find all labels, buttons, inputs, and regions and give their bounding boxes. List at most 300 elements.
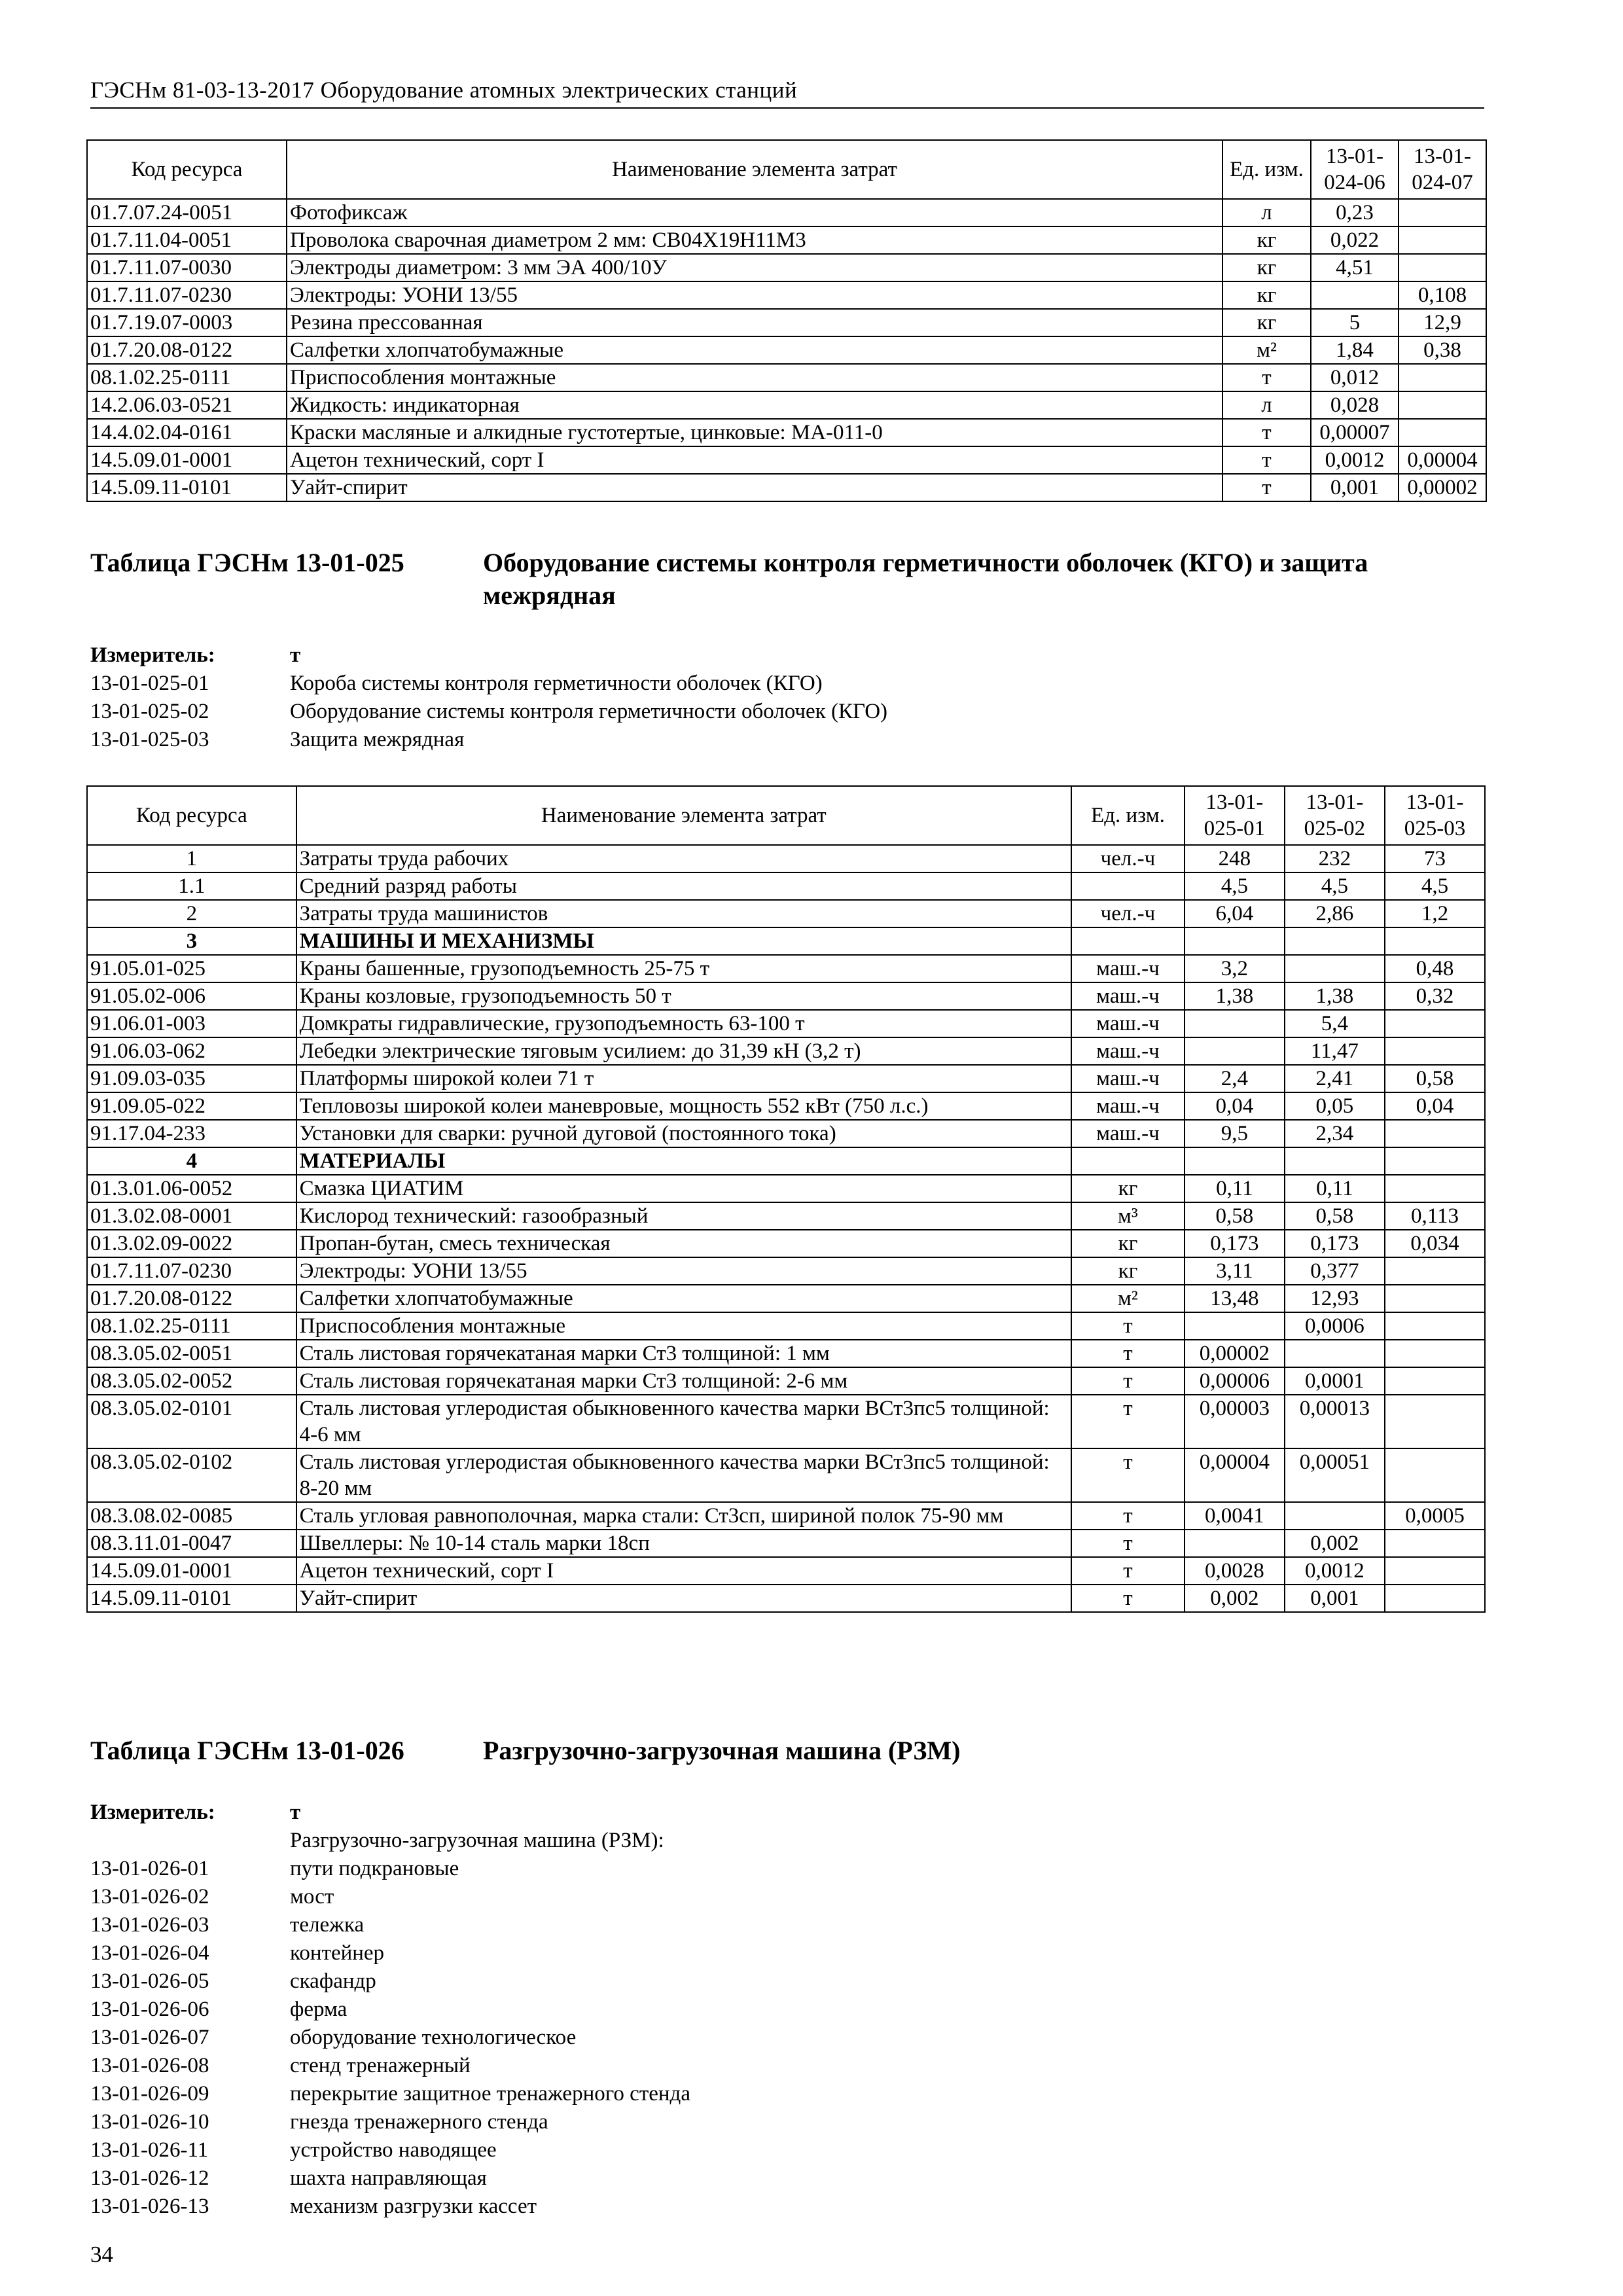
- column-header: 13-01- 024-07: [1399, 140, 1486, 199]
- unit-cell: кг: [1071, 1175, 1185, 1202]
- value-cell: [1385, 1120, 1485, 1147]
- unit-cell: кг: [1222, 226, 1311, 254]
- value-cell: [1399, 391, 1486, 419]
- resource-code-cell: 14.4.02.04-0161: [87, 419, 287, 446]
- resource-code-cell: 1.1: [87, 872, 296, 900]
- cost-element-cell: Краны козловые, грузоподъемность 50 т: [296, 982, 1071, 1010]
- value-cell: 1,38: [1185, 982, 1285, 1010]
- resource-code-cell: 14.5.09.01-0001: [87, 1557, 296, 1585]
- column-header: Ед. изм.: [1222, 140, 1311, 199]
- unit-cell: т: [1071, 1502, 1185, 1530]
- resource-code-cell: 1: [87, 845, 296, 872]
- work-description: гнезда тренажерного стенда: [290, 2110, 548, 2134]
- column-header: 13-01- 025-02: [1285, 786, 1385, 845]
- table-row: [87, 1202, 1485, 1230]
- value-cell: [1385, 1530, 1485, 1557]
- value-cell: 0,58: [1385, 1065, 1485, 1092]
- value-cell: 0,38: [1399, 336, 1486, 364]
- value-cell: 2,41: [1285, 1065, 1385, 1092]
- work-description: устройство наводящее: [290, 2138, 497, 2162]
- value-cell: 0,00013: [1285, 1395, 1385, 1448]
- value-cell: [1385, 1010, 1485, 1037]
- value-cell: 0,012: [1311, 364, 1399, 391]
- value-cell: 13,48: [1185, 1285, 1285, 1312]
- value-cell: 0,0001: [1285, 1367, 1385, 1395]
- table-row: [87, 1092, 1485, 1120]
- unit-cell: чел.-ч: [1071, 900, 1185, 927]
- value-cell: 0,04: [1185, 1092, 1285, 1120]
- cost-element-cell: Краны башенные, грузоподъемность 25-75 т: [296, 955, 1071, 982]
- unit-cell: л: [1222, 391, 1311, 419]
- table-row: [87, 419, 1486, 446]
- value-cell: 0,58: [1285, 1202, 1385, 1230]
- unit-cell: маш.-ч: [1071, 982, 1185, 1010]
- value-cell: 11,47: [1285, 1037, 1385, 1065]
- value-cell: 4,51: [1311, 254, 1399, 281]
- resource-code-cell: 91.05.02-006: [87, 982, 296, 1010]
- resource-code-cell: 08.3.05.02-0052: [87, 1367, 296, 1395]
- cost-element-cell: Салфетки хлопчатобумажные: [287, 336, 1222, 364]
- cost-element-cell: Сталь листовая горячекатаная марки Ст3 толщиной: 2-6 мм: [296, 1367, 1071, 1395]
- work-code: 13-01-026-07: [90, 2026, 209, 2049]
- value-cell: [1285, 1340, 1385, 1367]
- value-cell: [1399, 254, 1486, 281]
- value-cell: [1385, 1448, 1485, 1502]
- resource-code-cell: 2: [87, 900, 296, 927]
- unit-cell: т: [1222, 419, 1311, 446]
- resource-code-cell: 14.5.09.11-0101: [87, 1585, 296, 1612]
- value-cell: [1385, 1037, 1485, 1065]
- value-cell: 0,00007: [1311, 419, 1399, 446]
- table-row: [87, 309, 1486, 336]
- cost-element-cell: Установки для сварки: ручной дуговой (постоянного тока): [296, 1120, 1071, 1147]
- cost-element-cell: Электроды диаметром: 3 мм ЭА 400/10У: [287, 254, 1222, 281]
- value-cell: [1385, 1585, 1485, 1612]
- cost-element-cell: Пропан-бутан, смесь техническая: [296, 1230, 1071, 1257]
- measurer-label: Измеритель:: [90, 643, 215, 667]
- table-row: [87, 872, 1485, 900]
- table-row: [87, 1285, 1485, 1312]
- value-cell: 0,00006: [1185, 1367, 1285, 1395]
- cost-element-cell: МАТЕРИАЛЫ: [296, 1147, 1071, 1175]
- resource-code-cell: 3: [87, 927, 296, 955]
- table-row: [87, 254, 1486, 281]
- value-cell: [1399, 226, 1486, 254]
- value-cell: [1385, 1175, 1485, 1202]
- unit-cell: т: [1222, 446, 1311, 474]
- unit-cell: маш.-ч: [1071, 1120, 1185, 1147]
- unit-cell: кг: [1222, 254, 1311, 281]
- work-code: 13-01-026-06: [90, 1998, 209, 2021]
- table-row: [87, 900, 1485, 927]
- work-description: мост: [290, 1885, 334, 1909]
- unit-cell: т: [1222, 364, 1311, 391]
- value-cell: 0,00003: [1185, 1395, 1285, 1448]
- work-code: 13-01-025-02: [90, 700, 209, 723]
- unit-cell: кг: [1222, 281, 1311, 309]
- cost-element-cell: Сталь угловая равнополочная, марка стали: Ст3сп, шириной полок 75-90 мм: [296, 1502, 1071, 1530]
- value-cell: 0,0005: [1385, 1502, 1485, 1530]
- value-cell: [1185, 1147, 1285, 1175]
- table-row: [87, 1175, 1485, 1202]
- cost-element-cell: Проволока сварочная диаметром 2 мм: СВ04Х19Н11М3: [287, 226, 1222, 254]
- table-row: [87, 1395, 1485, 1448]
- work-description: оборудование технологическое: [290, 2026, 577, 2049]
- value-cell: 0,11: [1285, 1175, 1385, 1202]
- resource-code-cell: 01.7.11.07-0230: [87, 281, 287, 309]
- unit-cell: т: [1071, 1530, 1185, 1557]
- work-code: 13-01-026-04: [90, 1941, 209, 1965]
- table-row: [87, 845, 1485, 872]
- cost-element-cell: Электроды: УОНИ 13/55: [296, 1257, 1071, 1285]
- unit-cell: т: [1071, 1367, 1185, 1395]
- table-row: [87, 1530, 1485, 1557]
- value-cell: [1385, 1257, 1485, 1285]
- value-cell: 5: [1311, 309, 1399, 336]
- value-cell: 4,5: [1385, 872, 1485, 900]
- work-description: тележка: [290, 1913, 365, 1937]
- value-cell: [1185, 1530, 1285, 1557]
- column-header: Наименование элемента затрат: [296, 786, 1071, 845]
- value-cell: 0,0012: [1285, 1557, 1385, 1585]
- value-cell: 0,0006: [1285, 1312, 1385, 1340]
- work-code: 13-01-026-05: [90, 1969, 209, 1993]
- table-row: [87, 1257, 1485, 1285]
- resource-code-cell: 01.7.11.07-0230: [87, 1257, 296, 1285]
- resource-code-cell: 91.06.01-003: [87, 1010, 296, 1037]
- value-cell: 6,04: [1185, 900, 1285, 927]
- value-cell: [1185, 1010, 1285, 1037]
- table-row: [87, 474, 1486, 501]
- cost-element-cell: Резина прессованная: [287, 309, 1222, 336]
- unit-cell: т: [1071, 1585, 1185, 1612]
- resource-code-cell: 91.09.03-035: [87, 1065, 296, 1092]
- value-cell: [1285, 1147, 1385, 1175]
- resource-code-cell: 14.5.09.11-0101: [87, 474, 287, 501]
- value-cell: 4,5: [1285, 872, 1385, 900]
- resource-code-cell: 01.7.20.08-0122: [87, 1285, 296, 1312]
- work-description: Разгрузочно-загрузочная машина (РЗМ):: [290, 1829, 664, 1852]
- table-row: [87, 1502, 1485, 1530]
- table-row: [87, 927, 1485, 955]
- value-cell: 0,034: [1385, 1230, 1485, 1257]
- value-cell: [1285, 927, 1385, 955]
- resource-code-cell: 14.5.09.01-0001: [87, 446, 287, 474]
- table-row: [87, 391, 1486, 419]
- unit-cell: маш.-ч: [1071, 955, 1185, 982]
- resource-code-cell: 01.3.01.06-0052: [87, 1175, 296, 1202]
- cost-element-cell: Платформы широкой колеи 71 т: [296, 1065, 1071, 1092]
- value-cell: [1185, 927, 1285, 955]
- work-code: 13-01-026-12: [90, 2166, 209, 2190]
- cost-element-cell: Затраты труда рабочих: [296, 845, 1071, 872]
- resource-code-cell: 4: [87, 1147, 296, 1175]
- resource-code-cell: 08.3.08.02-0085: [87, 1502, 296, 1530]
- table-number: Таблица ГЭСНм 13-01-026: [90, 1736, 404, 1765]
- resource-code-cell: 01.7.20.08-0122: [87, 336, 287, 364]
- table-header-row: [87, 786, 1485, 845]
- measurer-unit: т: [290, 1801, 301, 1824]
- work-description: Короба системы контроля герметичности оболочек (КГО): [290, 672, 823, 695]
- table-row: [87, 446, 1486, 474]
- work-description: перекрытие защитное тренажерного стенда: [290, 2082, 690, 2106]
- table-header-row: [87, 140, 1486, 199]
- table-row: [87, 1312, 1485, 1340]
- running-header: ГЭСНм 81-03-13-2017 Оборудование атомных электрических станций: [90, 77, 1484, 109]
- table-row: [87, 199, 1486, 226]
- work-code: 13-01-026-02: [90, 1885, 209, 1909]
- value-cell: 0,23: [1311, 199, 1399, 226]
- work-description: пути подкрановые: [290, 1857, 459, 1880]
- work-description: стенд тренажерный: [290, 2054, 471, 2077]
- unit-cell: м²: [1071, 1285, 1185, 1312]
- table-row: [87, 336, 1486, 364]
- resource-code-cell: 08.3.05.02-0102: [87, 1448, 296, 1502]
- value-cell: 3,11: [1185, 1257, 1285, 1285]
- value-cell: [1399, 419, 1486, 446]
- cost-element-cell: Ацетон технический, сорт I: [296, 1557, 1071, 1585]
- column-header: Наименование элемента затрат: [287, 140, 1222, 199]
- value-cell: 0,002: [1185, 1585, 1285, 1612]
- unit-cell: маш.-ч: [1071, 1092, 1185, 1120]
- column-header: 13-01- 025-03: [1385, 786, 1485, 845]
- table-row: [87, 1010, 1485, 1037]
- value-cell: 0,028: [1311, 391, 1399, 419]
- value-cell: 2,34: [1285, 1120, 1385, 1147]
- unit-cell: [1071, 1147, 1185, 1175]
- value-cell: 73: [1385, 845, 1485, 872]
- resource-code-cell: 91.06.03-062: [87, 1037, 296, 1065]
- column-header: Код ресурса: [87, 140, 287, 199]
- resource-code-cell: 08.1.02.25-0111: [87, 1312, 296, 1340]
- unit-cell: т: [1071, 1557, 1185, 1585]
- table-row: [87, 1448, 1485, 1502]
- value-cell: 0,001: [1285, 1585, 1385, 1612]
- unit-cell: кг: [1071, 1257, 1185, 1285]
- column-header: Ед. изм.: [1071, 786, 1185, 845]
- value-cell: 3,2: [1185, 955, 1285, 982]
- cost-element-cell: Кислород технический: газообразный: [296, 1202, 1071, 1230]
- value-cell: 0,00002: [1185, 1340, 1285, 1367]
- table-row: [87, 1230, 1485, 1257]
- value-cell: [1385, 1285, 1485, 1312]
- cost-element-cell: МАШИНЫ И МЕХАНИЗМЫ: [296, 927, 1071, 955]
- unit-cell: т: [1071, 1312, 1185, 1340]
- value-cell: [1185, 1037, 1285, 1065]
- cost-element-cell: Лебедки электрические тяговым усилием: до 31,39 кН (3,2 т): [296, 1037, 1071, 1065]
- value-cell: 0,00002: [1399, 474, 1486, 501]
- cost-element-cell: Сталь листовая горячекатаная марки Ст3 толщиной: 1 мм: [296, 1340, 1071, 1367]
- value-cell: [1385, 1312, 1485, 1340]
- value-cell: [1385, 1557, 1485, 1585]
- cost-element-cell: Приспособления монтажные: [287, 364, 1222, 391]
- table-row: [87, 281, 1486, 309]
- table-row: [87, 1037, 1485, 1065]
- cost-element-cell: Ацетон технический, сорт I: [287, 446, 1222, 474]
- value-cell: [1311, 281, 1399, 309]
- cost-element-cell: Швеллеры: № 10-14 сталь марки 18сп: [296, 1530, 1071, 1557]
- resource-code-cell: 14.2.06.03-0521: [87, 391, 287, 419]
- measurer-label: Измеритель:: [90, 1801, 215, 1824]
- resource-code-cell: 08.3.11.01-0047: [87, 1530, 296, 1557]
- value-cell: 0,48: [1385, 955, 1485, 982]
- value-cell: [1385, 1395, 1485, 1448]
- work-code: 13-01-026-01: [90, 1857, 209, 1880]
- work-code: 13-01-025-01: [90, 672, 209, 695]
- resource-code-cell: 91.17.04-233: [87, 1120, 296, 1147]
- work-description: шахта направляющая: [290, 2166, 487, 2190]
- value-cell: [1385, 927, 1485, 955]
- table-name: Оборудование системы контроля герметичности оболочек (КГО) и защита межрядная: [483, 548, 1368, 610]
- unit-cell: маш.-ч: [1071, 1010, 1185, 1037]
- value-cell: 1,84: [1311, 336, 1399, 364]
- unit-cell: маш.-ч: [1071, 1065, 1185, 1092]
- cost-element-cell: Сталь листовая углеродистая обыкновенного качества марки ВСт3пс5 толщиной: 4-6 мм: [296, 1395, 1071, 1448]
- column-header: Код ресурса: [87, 786, 296, 845]
- resource-code-cell: 01.3.02.08-0001: [87, 1202, 296, 1230]
- value-cell: [1185, 1312, 1285, 1340]
- table-row: [87, 1340, 1485, 1367]
- table-row: [87, 1065, 1485, 1092]
- work-description: Оборудование системы контроля герметичности оболочек (КГО): [290, 700, 888, 723]
- table-row: [87, 1585, 1485, 1612]
- table-row: [87, 1367, 1485, 1395]
- work-description: контейнер: [290, 1941, 385, 1965]
- table-row: [87, 1147, 1485, 1175]
- table-row: [87, 1120, 1485, 1147]
- work-code: 13-01-026-08: [90, 2054, 209, 2077]
- resource-code-cell: 08.3.05.02-0101: [87, 1395, 296, 1448]
- work-code: 13-01-026-09: [90, 2082, 209, 2106]
- work-code: 13-01-025-03: [90, 728, 209, 751]
- value-cell: 1,2: [1385, 900, 1485, 927]
- value-cell: 0,00004: [1399, 446, 1486, 474]
- unit-cell: т: [1071, 1395, 1185, 1448]
- value-cell: 0,001: [1311, 474, 1399, 501]
- value-cell: 0,00004: [1185, 1448, 1285, 1502]
- resource-code-cell: 08.3.05.02-0051: [87, 1340, 296, 1367]
- unit-cell: л: [1222, 199, 1311, 226]
- value-cell: 1,38: [1285, 982, 1385, 1010]
- unit-cell: маш.-ч: [1071, 1037, 1185, 1065]
- work-code: 13-01-026-11: [90, 2138, 209, 2162]
- resource-code-cell: 08.1.02.25-0111: [87, 364, 287, 391]
- work-code: 13-01-026-13: [90, 2195, 209, 2218]
- value-cell: 0,002: [1285, 1530, 1385, 1557]
- resource-code-cell: 01.7.11.07-0030: [87, 254, 287, 281]
- measurer-unit: т: [290, 643, 301, 667]
- value-cell: 0,04: [1385, 1092, 1485, 1120]
- value-cell: 0,0028: [1185, 1557, 1285, 1585]
- table-row: [87, 955, 1485, 982]
- value-cell: 5,4: [1285, 1010, 1385, 1037]
- resource-code-cell: 01.7.19.07-0003: [87, 309, 287, 336]
- unit-cell: чел.-ч: [1071, 845, 1185, 872]
- value-cell: 2,4: [1185, 1065, 1285, 1092]
- unit-cell: т: [1071, 1340, 1185, 1367]
- value-cell: [1385, 1147, 1485, 1175]
- value-cell: 0,58: [1185, 1202, 1285, 1230]
- value-cell: 248: [1185, 845, 1285, 872]
- cost-element-cell: Уайт-спирит: [287, 474, 1222, 501]
- column-header: 13-01- 024-06: [1311, 140, 1399, 199]
- cost-element-cell: Домкраты гидравлические, грузоподъемность 63-100 т: [296, 1010, 1071, 1037]
- unit-cell: т: [1071, 1448, 1185, 1502]
- resource-table-025: [86, 785, 1486, 1613]
- value-cell: [1385, 1367, 1485, 1395]
- value-cell: 4,5: [1185, 872, 1285, 900]
- column-header: 13-01- 025-01: [1185, 786, 1285, 845]
- value-cell: 0,0041: [1185, 1502, 1285, 1530]
- resource-code-cell: 01.3.02.09-0022: [87, 1230, 296, 1257]
- unit-cell: кг: [1071, 1230, 1185, 1257]
- cost-element-cell: Уайт-спирит: [296, 1585, 1071, 1612]
- resource-code-cell: 01.7.07.24-0051: [87, 199, 287, 226]
- value-cell: 0,173: [1285, 1230, 1385, 1257]
- value-cell: 0,32: [1385, 982, 1485, 1010]
- table-name: Разгрузочно-загрузочная машина (РЗМ): [483, 1736, 961, 1765]
- value-cell: 0,377: [1285, 1257, 1385, 1285]
- cost-element-cell: Тепловозы широкой колеи маневровые, мощность 552 кВт (750 л.с.): [296, 1092, 1071, 1120]
- cost-element-cell: Фотофиксаж: [287, 199, 1222, 226]
- table-number: Таблица ГЭСНм 13-01-025: [90, 548, 404, 577]
- cost-element-cell: Смазка ЦИАТИМ: [296, 1175, 1071, 1202]
- cost-element-cell: Затраты труда машинистов: [296, 900, 1071, 927]
- value-cell: 0,173: [1185, 1230, 1285, 1257]
- value-cell: [1399, 199, 1486, 226]
- table-row: [87, 226, 1486, 254]
- resource-code-cell: 91.05.01-025: [87, 955, 296, 982]
- cost-element-cell: Салфетки хлопчатобумажные: [296, 1285, 1071, 1312]
- resource-code-cell: 91.09.05-022: [87, 1092, 296, 1120]
- value-cell: 12,9: [1399, 309, 1486, 336]
- work-description: Защита межрядная: [290, 728, 465, 751]
- value-cell: 12,93: [1285, 1285, 1385, 1312]
- page-number: 34: [90, 2242, 113, 2267]
- unit-cell: м²: [1222, 336, 1311, 364]
- cost-element-cell: Жидкость: индикаторная: [287, 391, 1222, 419]
- value-cell: 0,11: [1185, 1175, 1285, 1202]
- value-cell: 9,5: [1185, 1120, 1285, 1147]
- value-cell: 2,86: [1285, 900, 1385, 927]
- value-cell: 0,05: [1285, 1092, 1385, 1120]
- unit-cell: т: [1222, 474, 1311, 501]
- cost-element-cell: Приспособления монтажные: [296, 1312, 1071, 1340]
- value-cell: [1399, 364, 1486, 391]
- table-row: [87, 1557, 1485, 1585]
- cost-element-cell: Электроды: УОНИ 13/55: [287, 281, 1222, 309]
- cost-element-cell: Средний разряд работы: [296, 872, 1071, 900]
- unit-cell: [1071, 872, 1185, 900]
- value-cell: 232: [1285, 845, 1385, 872]
- unit-cell: м³: [1071, 1202, 1185, 1230]
- value-cell: 0,0012: [1311, 446, 1399, 474]
- table-row: [87, 982, 1485, 1010]
- cost-element-cell: Сталь листовая углеродистая обыкновенного качества марки ВСт3пс5 толщиной: 8-20 мм: [296, 1448, 1071, 1502]
- value-cell: [1285, 1502, 1385, 1530]
- work-code: 13-01-026-03: [90, 1913, 209, 1937]
- unit-cell: [1071, 927, 1185, 955]
- work-description: ферма: [290, 1998, 348, 2021]
- resource-code-cell: 01.7.11.04-0051: [87, 226, 287, 254]
- cost-element-cell: Краски масляные и алкидные густотертые, цинковые: МА-011-0: [287, 419, 1222, 446]
- resource-table-024: [86, 139, 1487, 502]
- work-code: 13-01-026-10: [90, 2110, 209, 2134]
- value-cell: 0,022: [1311, 226, 1399, 254]
- value-cell: [1285, 955, 1385, 982]
- unit-cell: кг: [1222, 309, 1311, 336]
- value-cell: [1385, 1340, 1485, 1367]
